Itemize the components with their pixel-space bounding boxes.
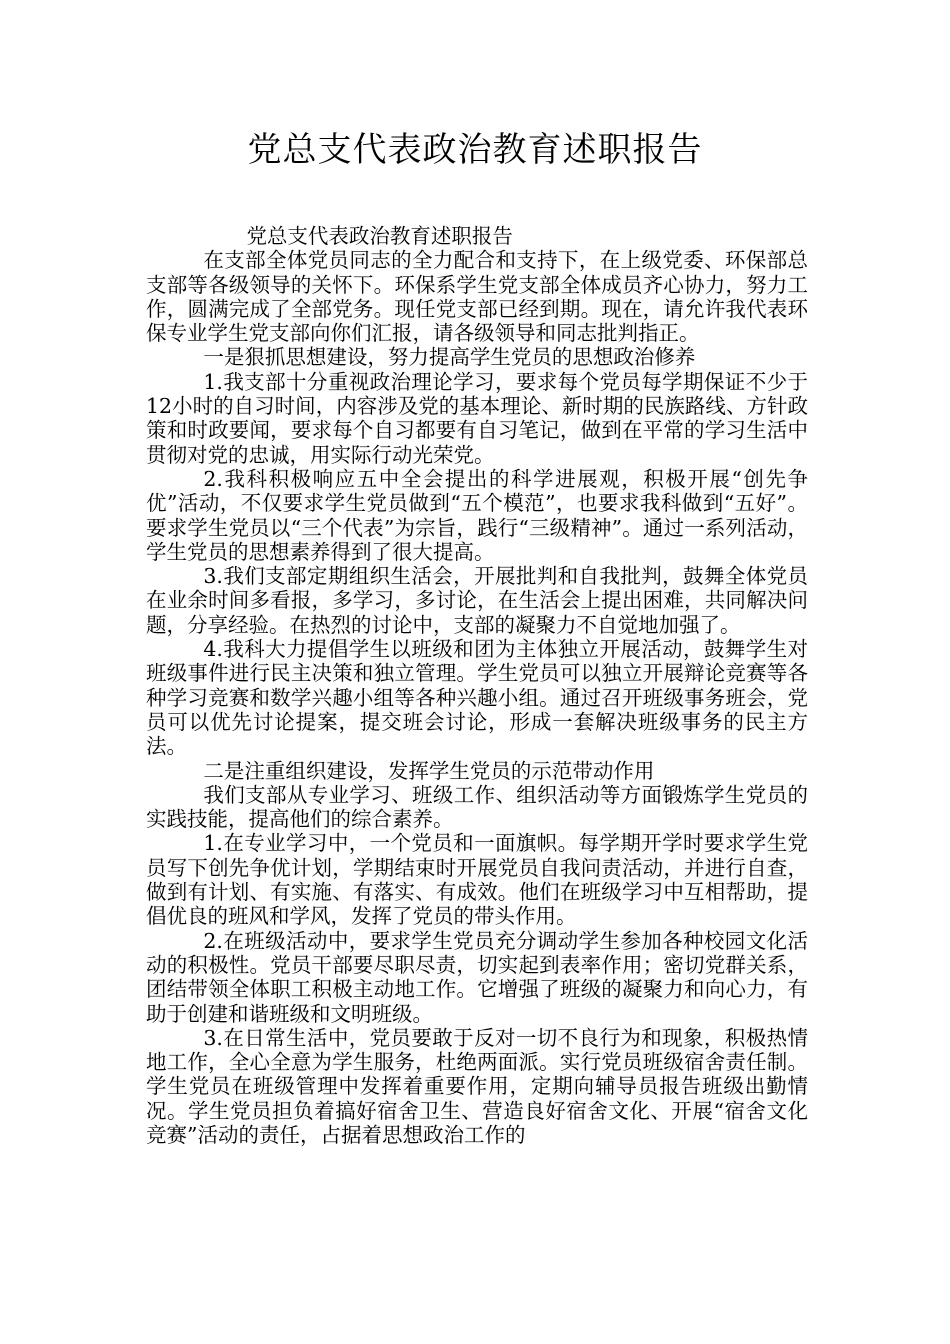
paragraph-intro: 在支部全体党员同志的全力配合和支持下，在上级党委、环保部总支部等各级领导的关怀下。环保系学生党支部全体成员齐心协力，努力工作，圆满完成了全部党务。现任党支部已经到期。现在，请允许我代表环保专业学生党支部向你们汇报，请各级领导和同志批判指正。: [146, 248, 808, 346]
section-heading-1: 一是狠抓思想建设，努力提高学生党员的思想政治修养: [203, 345, 696, 370]
section-heading-2: 二是注重组织建设，发挥学生党员的示范带动作用: [203, 758, 655, 783]
paragraph: 2.在班级活动中，要求学生党员充分调动学生参加各种校园文化活动的积极性。党员干部要尽职尽责，切实起到表率作用；密切党群关系，团结带领全体职工积极主动地工作。它增强了班级的凝聚力和向心力，有助于创建和谐班级和文明班级。: [146, 928, 808, 1026]
paragraph: 4.我科大力提倡学生以班级和团为主体独立开展活动，鼓舞学生对班级事件进行民主决策和独立管理。学生党员可以独立开展辩论竞赛等各种学习竞赛和数学兴趣小组等各种兴趣小组。通过召开班级事务班会，党员可以优先讨论提案，提交班会讨论，形成一套解决班级事务的民主方法。: [146, 637, 808, 759]
paragraph: 3.在日常生活中，党员要敢于反对一切不良行为和现象，积极热情地工作，全心全意为学生服务，杜绝两面派。实行党员班级宿舍责任制。学生党员在班级管理中发挥着重要作用，定期向辅导员报告班级出勤情况。学生党员担负着搞好宿舍卫生、营造良好宿舍文化、开展“宿舍文化竞赛”活动的责任，占据着思想政治工作的: [146, 1025, 808, 1147]
paragraph: 我们支部从专业学习、班级工作、组织活动等方面锻炼学生党员的实践技能，提高他们的综合素养。: [146, 782, 808, 832]
paragraph: 3.我们支部定期组织生活会，开展批判和自我批判，鼓舞全体党员在业余时间多看报，多学习，多讨论，在生活会上提出困难，共同解决问题，分享经验。在热烈的讨论中，支部的凝聚力不自觉地加强了。: [146, 564, 808, 637]
document-body: [146, 224, 808, 1147]
paragraph: 2.我科积极响应五中全会提出的科学进展观，积极开展“创先争优”活动，不仅要求学生党员做到“五个模范”，也要求我科做到“五好”。要求学生党员以“三个代表”为宗旨，践行“三级精神”。通过一系列活动，学生党员的思想素养得到了很大提高。: [146, 466, 808, 564]
paragraph: 1.我支部十分重视政治理论学习，要求每个党员每学期保证不少于12小时的自习时间，内容涉及党的基本理论、新时期的民族路线、方针政策和时政要闻，要求每个自习都要有自习笔记，做到在平常的学习生活中贯彻对党的忠诚，用实际行动光荣党。: [146, 369, 808, 467]
document-title: 党总支代表政治教育述职报告: [247, 130, 703, 170]
document-subtitle: 党总支代表政治教育述职报告: [246, 224, 513, 248]
paragraph: 1.在专业学习中，一个党员和一面旗帜。每学期开学时要求学生党员写下创先争优计划，学期结束时开展党员自我问责活动，并进行自查，做到有计划、有实施、有落实、有成效。他们在班级学习中互相帮助，提倡优良的班风和学风，发挥了党员的带头作用。: [146, 831, 808, 929]
